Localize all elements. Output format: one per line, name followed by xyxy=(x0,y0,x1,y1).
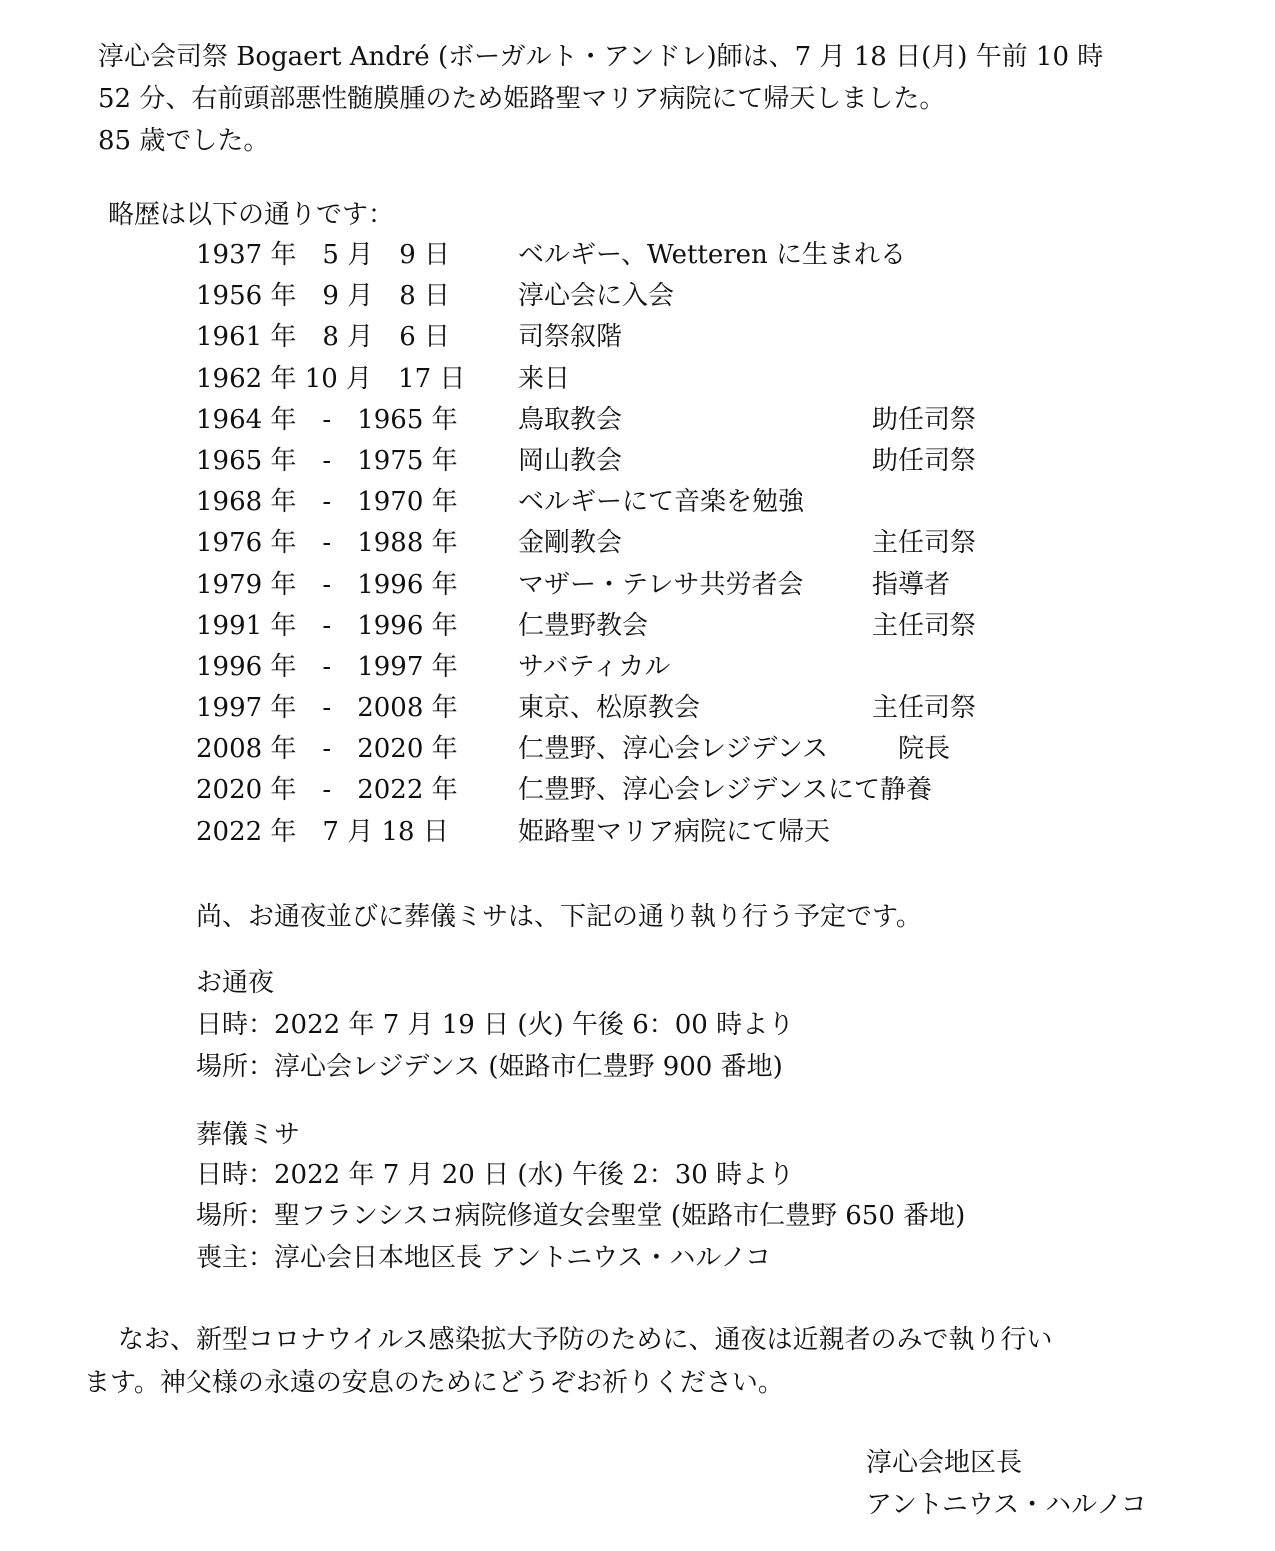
career-place: ベルギーにて音楽を勉強 xyxy=(518,487,805,518)
closing-line-2: ます。神父様の永遠の安息のためにどうぞお祈りください。 xyxy=(84,1368,784,1398)
chief-mourner: 喪主：淳心会日本地区長 アントニウス・ハルノコ xyxy=(196,1243,772,1273)
career-date: 1997 年 - 2008 年 xyxy=(196,693,458,724)
career-date: 1937 年 5 月 9 日 xyxy=(196,240,451,270)
career-date: 1996 年 - 1997 年 xyxy=(196,651,458,682)
funeral-datetime: 日時：2022 年 7 月 20 日 (水) 午後 2：30 時より xyxy=(196,1160,795,1190)
career-date: 1979 年 - 1996 年 xyxy=(196,569,458,600)
career-place: 仁豊野、淳心会レジデンス xyxy=(518,734,829,765)
wake-location: 場所：淳心会レジデンス (姫路市仁豊野 900 番地) xyxy=(196,1052,783,1082)
closing-line-1: なお、新型コロナウイルス感染拡大予防のために、通夜は近親者のみで執り行い xyxy=(118,1325,1053,1355)
career-date: 1991 年 - 1996 年 xyxy=(196,610,458,641)
career-place: 姫路聖マリア病院にて帰天 xyxy=(518,816,831,847)
career-role: 院長 xyxy=(872,734,951,765)
intro-line-3: 85 歳でした。 xyxy=(98,126,270,156)
career-date: 1976 年 - 1988 年 xyxy=(196,528,458,559)
career-heading: 略歴は以下の通りです： xyxy=(108,200,395,230)
career-role: 主任司祭 xyxy=(872,610,977,641)
career-role: 主任司祭 xyxy=(872,528,977,559)
funeral-location: 場所：聖フランシスコ病院修道女会聖堂 (姫路市仁豊野 650 番地) xyxy=(196,1201,966,1231)
career-date: 2008 年 - 2020 年 xyxy=(196,734,458,765)
career-date: 1964 年 - 1965 年 xyxy=(196,404,458,435)
career-date: 1961 年 8 月 6 日 xyxy=(196,322,451,353)
career-date: 1968 年 - 1970 年 xyxy=(196,487,458,518)
career-role: 助任司祭 xyxy=(872,445,977,476)
career-place: マザー・テレサ共労者会 xyxy=(518,569,804,600)
career-place: 淳心会に入会 xyxy=(518,281,675,312)
career-date: 2020 年 - 2022 年 xyxy=(196,775,458,806)
career-date: 2022 年 7 月 18 日 xyxy=(196,816,449,847)
signature-name: アントニウス・ハルノコ xyxy=(866,1490,1147,1520)
career-place: ベルギー、Wetteren に生まれる xyxy=(518,240,907,270)
career-role: 主任司祭 xyxy=(872,693,977,724)
career-place: 岡山教会 xyxy=(518,445,623,476)
career-place: 来日 xyxy=(518,363,571,394)
career-place: 金剛教会 xyxy=(518,528,623,559)
signature-title: 淳心会地区長 xyxy=(866,1448,1023,1478)
intro-line-1: 淳心会司祭 Bogaert André (ボーガルト・アンドレ)師は、7 月 18 日(月) 午前 10 時 xyxy=(98,42,1104,72)
notice-text: 尚、お通夜並びに葬儀ミサは、下記の通り執り行う予定です。 xyxy=(196,902,922,932)
career-place: 仁豊野教会 xyxy=(518,610,649,641)
career-date: 1956 年 9 月 8 日 xyxy=(196,281,451,312)
career-place: 仁豊野、淳心会レジデンスにて静養 xyxy=(518,775,933,806)
career-place: 東京、松原教会 xyxy=(518,693,701,724)
career-place: 鳥取教会 xyxy=(518,404,623,435)
career-place: サバティカル xyxy=(518,651,671,682)
career-role: 助任司祭 xyxy=(872,404,977,435)
career-role: 指導者 xyxy=(872,569,951,600)
wake-datetime: 日時：2022 年 7 月 19 日 (火) 午後 6：00 時より xyxy=(196,1010,795,1040)
wake-title: お通夜 xyxy=(196,968,275,998)
intro-line-2: 52 分、右前頭部悪性髄膜腫のため姫路聖マリア病院にて帰天しました。 xyxy=(98,84,946,114)
career-date: 1962 年 10 月 17 日 xyxy=(196,363,466,394)
career-place: 司祭叙階 xyxy=(518,322,623,353)
career-date: 1965 年 - 1975 年 xyxy=(196,445,458,476)
funeral-title: 葬儀ミサ xyxy=(196,1120,301,1150)
